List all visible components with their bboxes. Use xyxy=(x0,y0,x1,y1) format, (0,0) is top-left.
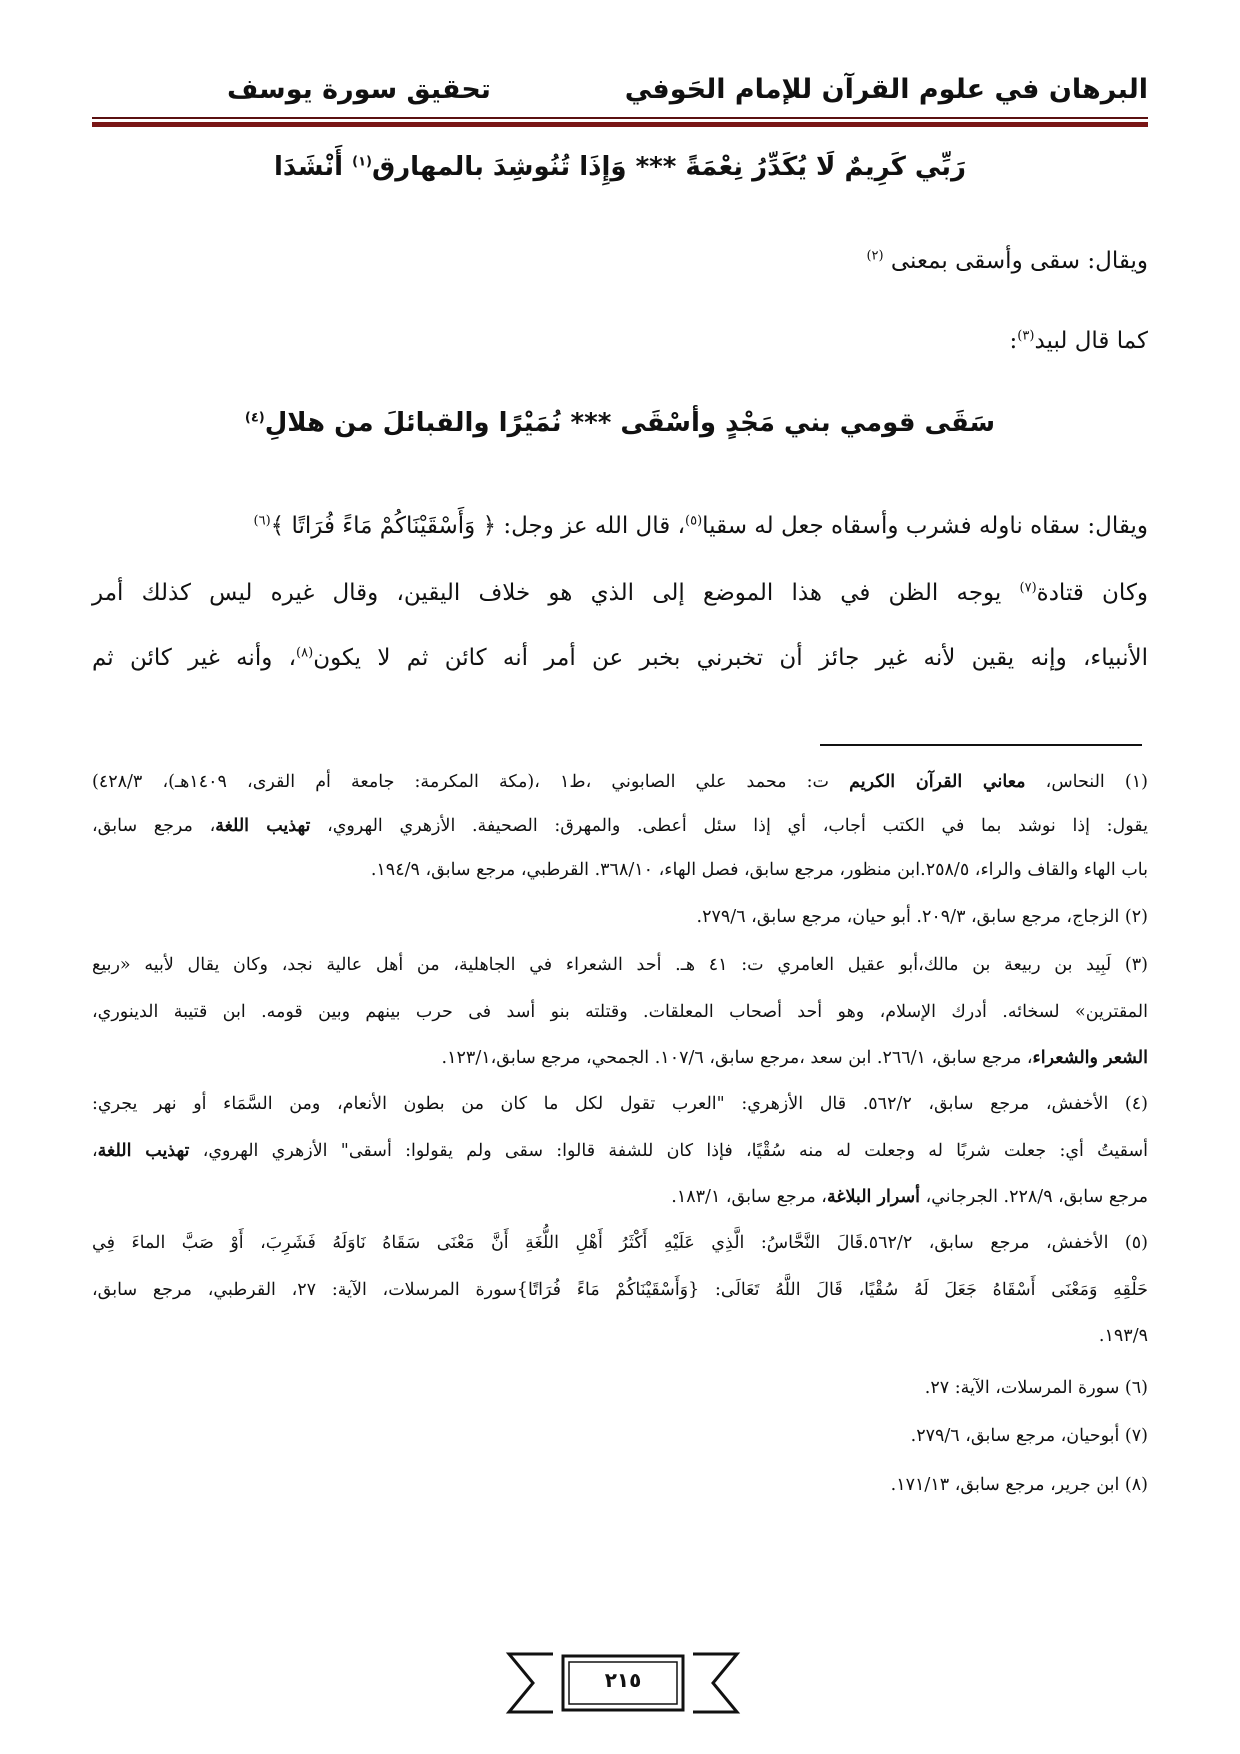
footnote-2 xyxy=(92,907,1148,927)
footnote-ref-5[interactable]: (٥) xyxy=(685,513,703,529)
footnote-separator xyxy=(820,744,1142,746)
page-number-ornament xyxy=(503,1648,743,1718)
footnote-ref-7[interactable]: (٧) xyxy=(1019,580,1037,596)
header-divider-thin xyxy=(92,117,1148,119)
footnote-4-line-3 xyxy=(92,1187,1148,1207)
verse-1-end: أَنْشَدَا xyxy=(274,152,344,182)
footnote-8 xyxy=(92,1475,1148,1495)
footnote-4-l3-title: أسرار البلاغة xyxy=(826,1187,920,1207)
footnote-2-text: (٢) الزجاج، مرجع سابق، ٢٠٩/٣. أبو حيان، مرجع سابق، ٢٧٩/٦. xyxy=(696,907,1148,927)
footnote-ref-8[interactable]: (٨) xyxy=(296,645,314,661)
footnote-5-l2-text: حَلْقِهِ وَمَعْنَى أَسْقَاهُ جَعَلَ لَهُ سُقْيًا، قَالَ اللَّهُ تَعَالَى: {وَأَسْقَيْنَاكُمْ مَاءً فُرَاتًا}سورة المرسلات، الآية: ٢٧، القرطبي، مرجع سابق، xyxy=(92,1280,1148,1300)
verse-2-text: سَقَى قومي بني مَجْدٍ وأسْقَى *** نُمَيْرًا والقبائلَ من هلالِ xyxy=(264,408,996,438)
footnote-6 xyxy=(92,1378,1148,1398)
footnote-4-l3-text-b: ، مرجع سابق، ١٨٣/١. xyxy=(671,1187,827,1207)
footnote-1-l2-text-a: يقول: إذا نوشد بما في الكتب أجاب، أي إذا سئل أعطى. والمهرق: الصحيفة. الأزهري الهروي، xyxy=(310,816,1148,836)
page-header xyxy=(92,74,1148,114)
footnote-5-l3-text: ١٩٣/٩. xyxy=(1098,1326,1148,1346)
header-divider-thick xyxy=(92,122,1148,127)
footnote-4-l2-title: تهذيب اللغة xyxy=(97,1141,190,1161)
footnote-3-title: الشعر والشعراء xyxy=(1032,1048,1148,1068)
footnote-ref-1[interactable]: (١) xyxy=(352,154,372,170)
footnote-3-line-2 xyxy=(92,1002,1148,1022)
footnote-7-text: (٧) أبوحيان، مرجع سابق، ٢٧٩/٦. xyxy=(910,1426,1148,1446)
footnote-3-l2-text: المقترين» لسخائه. أدرك الإسلام، وهو أحد أصحاب المعلقات. وقتلته بنو أسد فى حرب بينهم وبين قومه. ابن قتيبة الدينوري، xyxy=(92,1002,1148,1022)
footnote-1-text-a: (١) النحاس، xyxy=(1025,772,1148,792)
verse-1-text: رَبِّي كَرِيمٌ لَا يُكَدِّرُ نِعْمَةً *** وَإِذَا تُنُوشِدَ بالمهارق xyxy=(371,152,966,182)
footnote-4-line-1 xyxy=(92,1094,1148,1114)
paragraph-line-3 xyxy=(92,645,1148,671)
footnote-1-line-2 xyxy=(92,816,1148,836)
body-line-kama-text: كما قال لبيد xyxy=(1034,328,1148,354)
footnote-1-title: معاني القرآن الكريم xyxy=(849,772,1026,792)
footnote-1-l2-title: تهذيب اللغة xyxy=(215,816,311,836)
footnote-4-l1-text: (٤) الأخفش، مرجع سابق، ٥٦٢/٢. قال الأزهري: "العرب تقول لكل ما كان من بطون الأنعام، ومن السَّمَاء أو نهر يجري: xyxy=(92,1094,1148,1114)
footnote-3-l1-text: (٣) لَبِيد بن ربيعة بن مالك،أبو عقيل العامري ت: ٤١ هـ. أحد الشعراء في الجاهلية، من أهل عالية نجد، وكان يقال لأبيه «ربيع xyxy=(92,955,1148,975)
verse-line-1 xyxy=(92,152,1148,182)
footnote-5-line-3 xyxy=(92,1326,1148,1346)
footnote-1-text-b: ت: محمد علي الصابوني ،ط١ ،(مكة المكرمة: جامعة أم القرى، ١٤٠٩هـ)، ٤٢٨/٣) xyxy=(92,772,850,792)
paragraph-line-1-b: ، قال الله عز وجل: ﴿ وَأَسْقَيْنَاكُمْ مَاءً فُرَاتًا ﴾ xyxy=(270,513,685,539)
footnote-6-text: (٦) سورة المرسلات، الآية: ٢٧. xyxy=(924,1378,1148,1398)
paragraph-line-3-a: الأنبياء، وإنه يقين لأنه غير جائز أن تخبرني بخبر عن أمر أنه كائن ثم لا يكون xyxy=(313,645,1148,671)
body-line-kama-colon: : xyxy=(1009,328,1018,354)
book-title: البرهان في علوم القرآن للإمام الحَوفي xyxy=(624,74,1148,105)
paragraph-line-2-a: وكان قتادة xyxy=(1036,580,1148,606)
footnote-5-line-1 xyxy=(92,1233,1148,1253)
footnote-4-line-2 xyxy=(92,1141,1148,1161)
footnote-3-line-3 xyxy=(92,1048,1148,1068)
footnote-3-line-1 xyxy=(92,955,1148,975)
footnote-ref-6[interactable]: (٦) xyxy=(253,513,271,529)
footnote-4-l2-text-b: ، xyxy=(92,1141,98,1161)
footnote-1-line-3 xyxy=(92,860,1148,880)
footnote-8-text: (٨) ابن جرير، مرجع سابق، ١٧١/١٣. xyxy=(890,1475,1148,1495)
footnote-7 xyxy=(92,1426,1148,1446)
body-line-yuqal-text: ويقال: سقى وأسقى بمعنى xyxy=(890,248,1148,274)
footnote-ref-4[interactable]: (٤) xyxy=(244,410,265,426)
footnote-1-l2-text-b: ، مرجع سابق، xyxy=(92,816,216,836)
footnote-5-l1-text: (٥) الأخفش، مرجع سابق، ٥٦٢/٢.قَالَ النَّحَّاسُ: الَّذِي عَلَيْهِ أَكْثَرُ أَهْلِ اللُّغَةِ أَنَّ مَعْنَى سَقَاهُ نَاوَلَهُ فَشَرِبَ، أَوْ صَبَّ الماءَ فِي xyxy=(92,1233,1148,1253)
paragraph-line-3-b: ، وأنه غير كائن ثم xyxy=(92,645,297,671)
footnote-ref-2[interactable]: (٢) xyxy=(866,248,884,264)
paragraph-line-1 xyxy=(92,513,1148,539)
footnote-5-line-2 xyxy=(92,1280,1148,1300)
footnote-4-l3-text-a: مرجع سابق، ٢٢٨/٩. الجرجاني، xyxy=(920,1187,1148,1207)
paragraph-line-1-a: ويقال: سقاه ناوله فشرب وأسقاه جعل له سقيا xyxy=(702,513,1148,539)
paragraph-line-2 xyxy=(92,580,1148,606)
paragraph-line-2-b: يوجه الظن في هذا الموضع إلى الذي هو خلاف اليقين، وقال غيره ليس كذلك أمر xyxy=(92,580,1020,606)
footnote-3-l3-text: ، مرجع سابق، ٢٦٦/١. ابن سعد ،مرجع سابق، ١٠٧/٦. الجمحي، مرجع سابق،١٢٣/١. xyxy=(441,1048,1033,1068)
footnote-1-l3-text: باب الهاء والقاف والراء، ٢٥٨/٥.ابن منظور، مرجع سابق، فصل الهاء، ٣٦٨/١٠. القرطبي، مرجع سابق، ١٩٤/٩. xyxy=(370,860,1148,880)
verse-line-2 xyxy=(92,408,1148,438)
body-line-kama xyxy=(92,328,1148,354)
footnote-ref-3[interactable]: (٣) xyxy=(1017,328,1035,344)
footnote-1-line-1 xyxy=(92,772,1148,792)
section-title: تحقيق سورة يوسف xyxy=(227,74,491,105)
page-number: ٢١٥ xyxy=(604,1668,642,1692)
body-line-yuqal xyxy=(92,248,1148,274)
footnote-4-l2-text-a: أسقيتُ أي: جعلت شربًا له وجعلت له منه سُقْيًا، فإذا كان للشفة قالوا: سقى ولم يقولوا: أسقى" الأزهري الهروي، xyxy=(189,1141,1148,1161)
